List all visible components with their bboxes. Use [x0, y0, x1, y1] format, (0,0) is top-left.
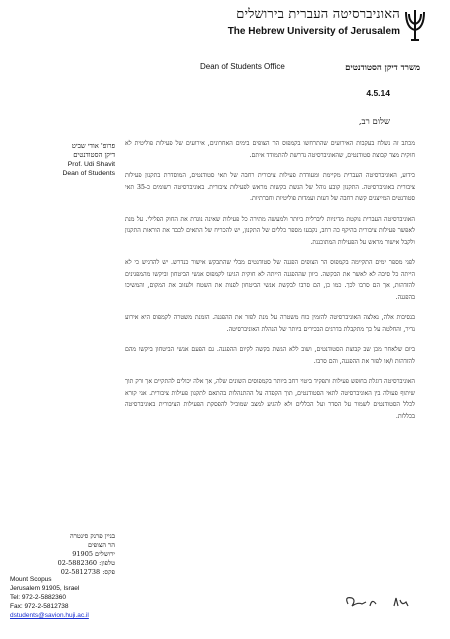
body-paragraph: בנסיבות אלה, נאלצה האוניברסיטה להזמין כוח משטרה על מנת לפזר את ההפגנה. הזמנת משטרה לקמפוס היא אירוע נדיר, והחלטה על כך מתקבלת בדרגים הבכירים ביותר של הנהלת האוניברסיטה.: [125, 314, 415, 333]
office-name-hebrew: משרד דיקן הסטודנטים: [345, 63, 420, 73]
address-line: ירושלים 91905: [72, 550, 115, 558]
letter-body: [125, 138, 415, 583]
signer-name-hebrew: פרופ' אודי שביט: [71, 142, 115, 150]
body-paragraph: ביום שלאחר מכן שב קבוצת הסטודנטים, ושוב ללא הגשת בקשה לקיום ההפגנה. גם הפעם אנשי הביטחון ביקשו מהם להזדהות ו/או לפזר את ההפגנה, והם סרבו.: [125, 346, 415, 365]
letter-date: 4.5.14: [366, 88, 390, 98]
address-hebrew: [10, 532, 115, 577]
university-name-english: The Hebrew University of Jerusalem: [227, 26, 400, 37]
address-line: Mount Scopus: [10, 576, 52, 583]
university-logo-icon: [405, 8, 425, 42]
office-line: [200, 62, 420, 76]
signer-block: [10, 142, 115, 178]
body-paragraph: כידוע, האוניברסיטה העברית מקיימת ומעודדת פעילות ציבורית רחבה של תאי סטודנטים, המוסדרת בתקנון פעילות ציבורית באוניברסיטה. התקנון קובע נוהל של הגשת בקשות מראש לפעילות ציבורית. באוניברסיטה רשומים כ-35 תאי סטודנטים המייצגים קשת רחבה של דעות ועמדות פוליטיות וחברתיות.: [125, 172, 416, 202]
handwritten-signature: [340, 592, 420, 612]
address-line: Jerusalem 91905, Israel: [10, 585, 80, 592]
body-paragraph: מכתב זה נשלח בעקבות האירועים שהתרחשו בקמפוס הר הצופים בימים האחרונים, אירועים של פעילות פוליטית לא חוקית מצד קבוצת סטודנטים, שהאוניברסיטה נדרשת להתמודד איתם.: [125, 140, 415, 159]
office-name-english: Dean of Students Office: [200, 62, 285, 71]
email-link[interactable]: dstudents@savion.huji.ac.il: [10, 612, 89, 619]
address-line: פקס: 02-5812738: [60, 568, 115, 576]
address-line: בניין פרנק סינטרה: [69, 532, 115, 540]
letterhead: [120, 6, 400, 48]
greeting: שלום רב,: [358, 117, 390, 127]
signer-role-hebrew: דיקן הסטודנטים: [73, 151, 115, 159]
signer-name-english: Prof. Udi Shavit: [67, 161, 115, 168]
address-line: טלפון: 02-5882360: [57, 559, 115, 567]
address-line: Tel: 972-2-5882360: [10, 594, 67, 601]
body-paragraph: האוניברסיטה העברית נוקטת מדיניות ליברלית ביותר ולמעשה מתירה כל פעילות שאינה נוגדת את החוק הפלילי. על מנת לאפשר פעילות ציבורית בהיקף כה רחב, נקבעו מספר כללים של התקנון, יש להכריח של התאים לכבד את הוראות התקנון ולקבל אישור מראש על הפעילות המתוכננת.: [125, 215, 415, 246]
signer-role-english: Dean of Students: [62, 170, 115, 177]
university-name-hebrew: האוניברסיטה העברית בירושלים: [236, 7, 400, 22]
body-paragraph: לפני מספר ימים התקיימה בקמפוס הר הצופים הפגנה של סטודנטים מבלי שהתבקש אישור כנדרש. יש להדגיש כי לא הייתה כל סיבה לא לאשר את הבקשה. כיוון שההפגנה הייתה לא חוקית הגיעו לקמפוס אנשי הביטחון וביקשו מהמפגינים להזדהות, אך הם סרבו לכך. כמו כן, הם סרבו לבקשת אנשי הביטחון לפנות את השטח ולעזוב את המקום, והמשיכו בהפגנה.: [125, 259, 415, 301]
body-paragraph: האוניברסיטה דוגלת בחופש פעילות ותפקיד ביטוי רחב ביותר בקמפוסים השונים שלה, אך אלה יכולים להתקיים אך ורק תוך שיתוף פעולה בין האוניברסיטה לתאי הסטודנטים, תוך הקפדה על ההתנהלות בהתאם לתקנון פעילות ציבורית. אני קורא לכלל הסטודנטים לשמור על הסדר ועל הכללים ולא להגיע למצב שמוביל להפסקת הפעילות הציבורית באוניברסיטה בכללות.: [125, 378, 415, 420]
address-line: Fax: 972-2-5812738: [10, 603, 69, 610]
address-english: [10, 575, 120, 620]
address-line: הר הצופים: [88, 541, 115, 549]
